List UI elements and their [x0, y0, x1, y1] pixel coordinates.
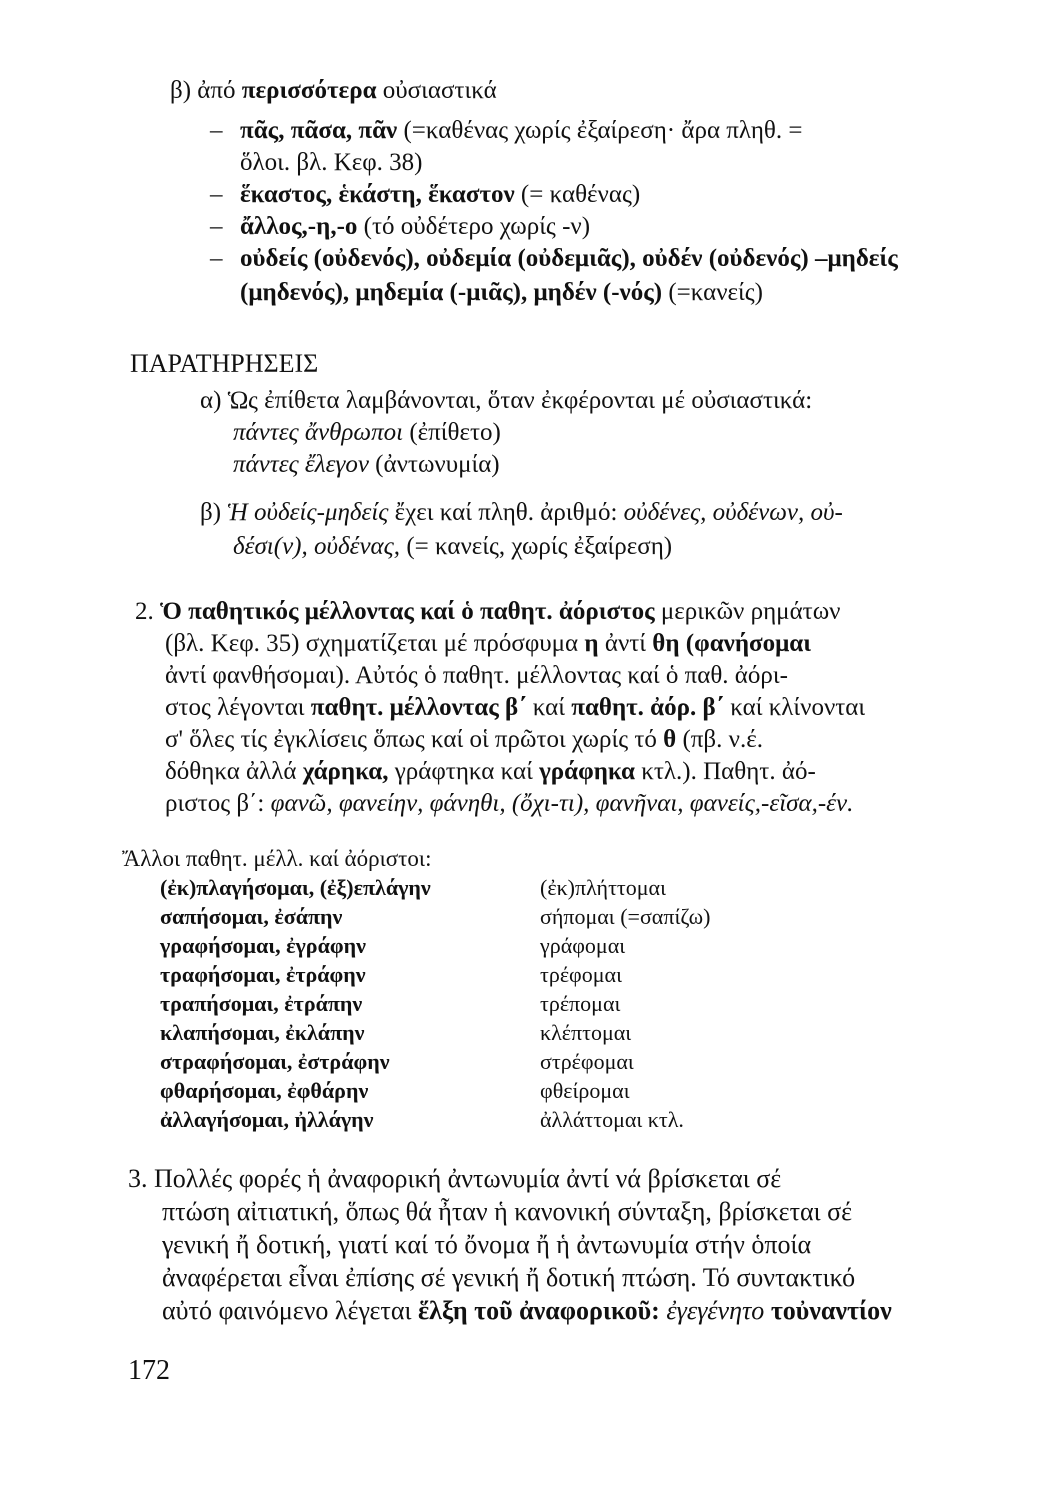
para2-line-1: 2. Ὁ παθητικός μέλλοντας καί ὁ παθητ. ἀόριστος μερικῶν ρημάτων — [135, 598, 841, 625]
para2-line-3: ἀντί φανθήσομαι). Αὐτός ὁ παθητ. μέλλοντας καί ὁ παθ. ἀόρι- — [165, 662, 788, 689]
dash-bullet: – — [210, 245, 223, 272]
para3-line-5: αὐτό φαινόμενο λέγεται ἕλξη τοῦ ἀναφορικοῦ: ἐγεγένητο τοὐναντίον — [162, 1296, 892, 1325]
dash-bullet: – — [210, 213, 223, 240]
para3-line-3: γενική ἤ δοτική, γιατί καί τό ὄνομα ἤ ἡ ἀντωνυμία στήν ὁποία — [162, 1230, 812, 1259]
table-row: κλαπήσομαι, ἐκλάπην κλέπτομαι — [160, 1020, 632, 1045]
remark-b: β) Ἡ οὐδείς-μηδείς ἔχει καί πληθ. ἀριθμό: οὐδένες, οὐδένων, οὐ- — [200, 499, 843, 526]
dash-bullet: – — [210, 117, 223, 144]
list-item: πᾶς, πᾶσα, πᾶν (=καθένας χωρίς ἐξαίρεση· ἄρα πληθ. = — [240, 117, 803, 144]
table-row: σαπήσομαι, ἐσάπην σήπομαι (=σαπίζω) — [160, 904, 711, 929]
list-item: ἕκαστος, ἑκάστη, ἕκαστον (= καθένας) — [240, 181, 641, 208]
table-row: ἀλλαγήσομαι, ἠλλάγην ἀλλάττομαι κτλ. — [160, 1107, 684, 1132]
para3-line-1: 3. Πολλές φορές ἡ ἀναφορική ἀντωνυμία ἀντί νά βρίσκεται σέ — [128, 1164, 782, 1193]
dash-bullet: – — [210, 181, 223, 208]
list-item-continuation: ὅλοι. βλ. Κεφ. 38) — [240, 149, 423, 176]
para2-line-2: (βλ. Κεφ. 35) σχηματίζεται μέ πρόσφυμα η ἀντί θη (φανήσομαι — [165, 630, 812, 657]
section-b-heading: β) ἀπό περισσότερα οὐσιαστικά — [170, 77, 497, 104]
list-item: ἄλλος,-η,-ο (τό οὐδέτερο χωρίς -ν) — [240, 213, 591, 240]
table-row: τραφήσομαι, ἐτράφην τρέφομαι — [160, 962, 622, 987]
para2-line-7: ριστος β΄: φανῶ, φανείην, φάνηθι, (ὄχι-τι), φανῆναι, φανείς,-εῖσα,-έν. — [165, 790, 854, 817]
para2-line-6: δόθηκα ἀλλά χάρηκα, γράφτηκα καί γράφηκα κτλ.). Παθητ. ἀό- — [165, 758, 816, 785]
table-row: γραφήσομαι, ἐγράφην γράφομαι — [160, 933, 626, 958]
table-row: τραπήσομαι, ἐτράπην τρέπομαι — [160, 991, 621, 1016]
table-row: στραφήσομαι, ἐστράφην στρέφομαι — [160, 1049, 634, 1074]
para2-line-5: σ' ὅλες τίς ἐγκλίσεις ὅπως καί οἱ πρῶτοι χωρίς τό θ (πβ. ν.έ. — [165, 726, 763, 753]
table-row: (ἐκ)πλαγήσομαι, (ἐξ)επλάγην (ἐκ)πλήττομαι — [160, 875, 666, 900]
remarks-title: ΠΑΡΑΤΗΡΗΣΕΙΣ — [130, 349, 319, 378]
remark-a: α) Ὡς ἐπίθετα λαμβάνονται, ὅταν ἐκφέρονται μέ οὐσιαστικά: — [200, 387, 813, 414]
page-number: 172 — [128, 1355, 170, 1386]
para2-line-4: στος λέγονται παθητ. μέλλοντας β΄ καί παθητ. ἀόρ. β΄ καί κλίνονται — [165, 694, 866, 721]
remark-a-example-1: πάντες ἄνθρωποι (ἐπίθετο) — [233, 419, 501, 446]
para3-line-2: πτώση αἰτιατική, ὅπως θά ἦταν ἡ κανονική σύνταξη, βρίσκεται σέ — [162, 1197, 853, 1226]
remark-a-example-2: πάντες ἔλεγον (ἀντωνυμία) — [233, 451, 500, 478]
para3-line-4: ἀναφέρεται εἶναι ἐπίσης σέ γενική ἤ δοτική πτώση. Τό συντακτικό — [162, 1263, 856, 1292]
others-intro: Ἄλλοι παθητ. μέλλ. καί ἀόριστοι: — [122, 846, 432, 871]
list-item: οὐδείς (οὐδενός), οὐδεμία (οὐδεμιᾶς), οὐδέν (οὐδενός) –μηδείς — [240, 245, 898, 272]
remark-b-continuation: δέσι(ν), οὐδένας, (= κανείς, χωρίς ἐξαίρεση) — [233, 533, 673, 560]
list-item-continuation: (μηδενός), μηδεμία (-μιᾶς), μηδέν (-νός) (=κανείς) — [240, 279, 763, 306]
table-row: φθαρήσομαι, ἐφθάρην φθείρομαι — [160, 1078, 630, 1103]
